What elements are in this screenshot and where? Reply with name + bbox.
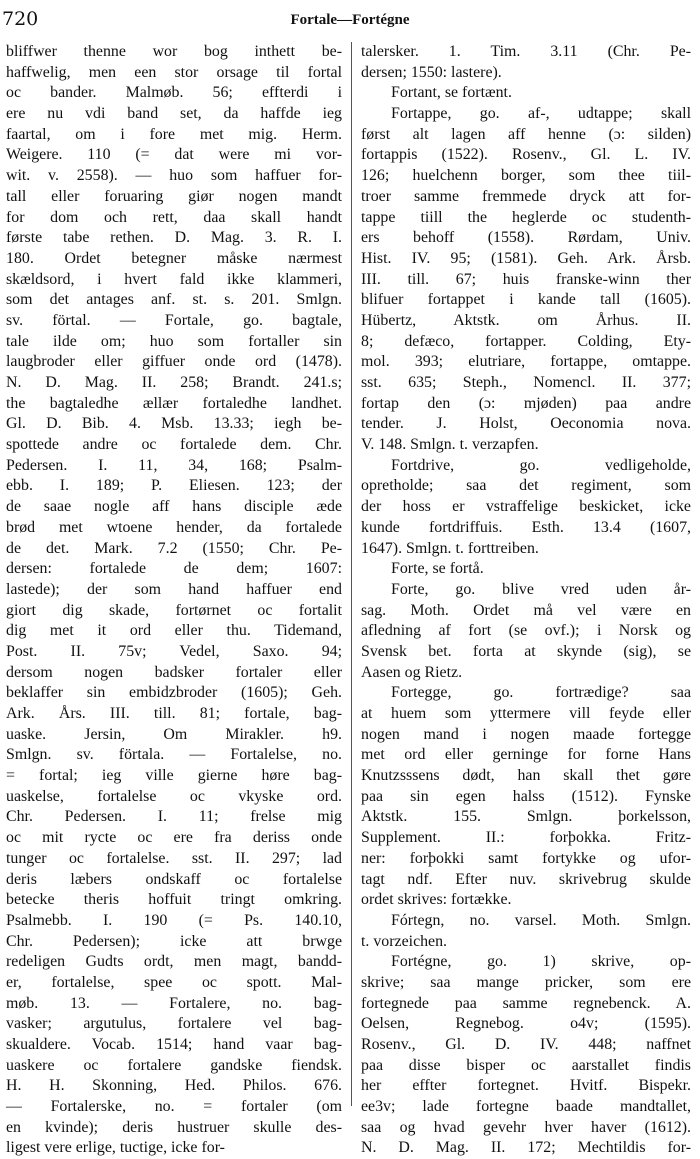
left-column-line: uaske. Jersin, Om Mirakler. h9. (6, 725, 342, 743)
left-column-line: haffwelig, men een stor orsage til fortal (6, 63, 342, 81)
right-column-line: N. D. Mag. II. 172; Mechtildis for- (361, 1139, 691, 1157)
left-column-line: for dom och rett, daa skall handt (6, 208, 342, 226)
left-column-line: skældsord, i hvert fald ikke klammeri, (6, 270, 342, 288)
right-column-line: opretholde; saa det regiment, som (361, 477, 691, 495)
left-column-line: tunger oc fortalelse. sst. II. 297; lad (6, 849, 342, 867)
right-column-line: t. vorzeichen. (361, 932, 448, 950)
right-column-line: 126; huelchenn borger, som thee tiil- (361, 167, 691, 185)
left-column-line: laugbroder eller giffuer onde ord (1478). (6, 353, 342, 371)
left-column-line: betecke theris hoffuit tringt omkring. (6, 891, 342, 909)
right-column-line: ner: forþokki samt fortykke og ufor- (361, 849, 691, 867)
right-column-line: her effter fortegnet. Hvitf. Bispekr. (361, 1077, 691, 1095)
left-column-line: Ark. Års. III. till. 81; fortale, bag- (6, 705, 342, 722)
left-column-line: lastede); der som hand haffuer end (6, 580, 342, 598)
left-column-line: uaskelse, fortalelse oc vkyske ord. (6, 787, 342, 805)
left-column-line: som det antages anf. st. s. 201. Smlgn. (6, 291, 342, 309)
left-column-line: Chr. Pedersen. I. 11; frelse mig (6, 808, 342, 826)
right-column-line: Forte, se fortå. (391, 560, 484, 578)
right-column-line: ordet skrives: fortække. (361, 891, 512, 909)
left-column-line: Pedersen. I. 11, 34, 168; Psalm- (6, 456, 342, 474)
right-column-line: 8; defæco, fortapper. Colding, Ety- (361, 332, 691, 350)
left-column-line: første tabe rethen. D. Mag. 3. R. I. (6, 229, 342, 247)
left-column-line: ebb. I. 189; P. Eliesen. 123; der (6, 477, 342, 495)
right-column-line: fortap den (ɔ: mjøden) paa andre (361, 394, 691, 412)
left-column-line: dig met it ord eller thu. Tidemand, (6, 622, 342, 640)
right-column-line: kunde fortdriffuis. Esth. 13.4 (1607, (361, 518, 691, 536)
right-column-line: talersker. 1. Tim. 3.11 (Chr. Pe- (361, 43, 691, 60)
left-column-line: sv. förtal. — Fortale, go. bagtale, (6, 311, 342, 329)
right-column-line: Svensk bet. forta at skynde (sig), se (361, 642, 691, 660)
page-header (0, 6, 700, 32)
left-column-line: oc mit rycte oc ere fra deriss onde (6, 829, 342, 847)
left-column-line: oc bander. Malmøb. 56; effterdi i (6, 84, 342, 102)
page-number: 720 (2, 8, 39, 30)
right-column-line: Fortégne, go. 1) skrive, op- (391, 953, 691, 971)
left-column-line: redeligen Gudts ordt, men magt, bandd- (6, 953, 342, 971)
left-column-line: tale ilde om; huo som fortaller sin (6, 332, 342, 350)
right-column-line: paa disse bisper oc aarstallet findis (361, 1056, 691, 1074)
left-column-line: bliffwer thenne wor bog inthett be- (6, 43, 342, 60)
right-column-line: Hübertz, Aktstk. om Århus. II. (361, 311, 691, 329)
right-column-line: blifuer fortappet i kande tall (1605). (361, 291, 691, 309)
left-column-line: Gl. D. Bib. 4. Msb. 13.33; iegh be- (6, 415, 342, 433)
left-column-line: er, fortalelse, spee oc spott. Mal- (6, 973, 342, 991)
right-column-line: troer samme fremmede dryck att for- (361, 187, 691, 205)
right-column-line: V. 148. Smlgn. t. verzapfen. (361, 436, 539, 454)
left-column-line: spottede andre oc fortalede dem. Chr. (6, 436, 342, 454)
right-column-line: Fortant, se fortænt. (391, 84, 512, 102)
running-head: Fortale—Fortégne (290, 12, 410, 28)
right-column-line: Rosenv., Gl. D. IV. 448; naffnet (361, 1036, 691, 1053)
right-column-line: der hoss er vstraffelige beskicket, icke (361, 498, 691, 516)
left-column-line: Psalmebb. I. 190 (= Ps. 140.10, (6, 911, 342, 929)
right-column-line: først alt lagen aff henne (ɔ: silden) (361, 125, 691, 143)
right-column (361, 42, 691, 1157)
left-column-line: vasker; argutulus, fortalere vel bag- (6, 1015, 342, 1033)
right-column-line: skrive; saa mange pricker, som ere (361, 973, 691, 991)
right-column-line: at huem som yttermere vill feyde eller (361, 705, 691, 722)
left-column-line: deris læbers ondskaff oc fortalelse (6, 870, 342, 888)
left-column-line: H. H. Skonning, Hed. Philos. 676. (6, 1077, 342, 1095)
right-column-line: mol. 393; elutriare, fortappe, omtappe. (361, 353, 691, 371)
right-column-line: ee3v; lade fortegne baade mandtallet, (361, 1098, 691, 1116)
left-column-line: wit. v. 2558). — huo som haffuer for- (6, 167, 342, 185)
left-column-line: en kvinde); deris hustruer skulle des- (6, 1118, 342, 1136)
left-column-line: møb. 13. — Fortalere, no. bag- (6, 994, 342, 1012)
left-column-line: brød met wtoene hender, da fortalede (6, 518, 342, 536)
right-column-line: ers behoff (1558). Rørdam, Univ. (361, 229, 691, 247)
left-column-line: — Fortalerske, no. = fortaler (om (6, 1098, 342, 1116)
left-column-line: tall eller foruaring giør nogen mandt (6, 187, 342, 205)
right-column-line: Aasen og Rietz. (361, 663, 463, 681)
left-column-line: de det. Mark. 7.2 (1550; Chr. Pe- (6, 539, 342, 557)
left-column-line: ere nu vdi band set, da haffde ieg (6, 105, 342, 123)
right-column-line: Oelsen, Regnebog. o4v; (1595). (361, 1015, 691, 1033)
left-column-line: N. D. Mag. II. 258; Brandt. 241.s; (6, 374, 342, 391)
right-column-line: Aktstk. 155. Smlgn. þorkelsson, (361, 808, 691, 826)
left-column-line: Smlgn. sv. förtala. — Fortalelse, no. (6, 746, 342, 764)
left-column-line: uaskere oc fortalere gandske fiendsk. (6, 1056, 342, 1074)
right-column-line: tagt ndf. Efter nuv. skrivebrug skulde (361, 870, 691, 888)
right-column-line: sag. Moth. Ordet må vel være en (361, 601, 691, 619)
right-column-line: fortegnede paa samme regnebenck. A. (361, 994, 691, 1012)
right-column-line: tappe tiill the heglerde oc studenth- (361, 208, 691, 226)
left-column (6, 42, 342, 1157)
left-column-line: 180. Ordet betegner måske nærmest (6, 249, 342, 267)
right-column-line: Fórtegn, no. varsel. Moth. Smlgn. (391, 911, 691, 929)
right-column-line: dersen; 1550: lastere). (361, 63, 502, 81)
left-column-line: de saae nogle aff hans disciple æde (6, 498, 342, 516)
right-column-line: Fortappe, go. af-, udtappe; skall (391, 105, 691, 123)
left-column-line: Chr. Pedersen); icke att brwge (6, 932, 342, 950)
right-column-line: nogen mand i nogen maade fortegge (361, 725, 691, 743)
left-column-line: skualdere. Vocab. 1514; hand vaar bag- (6, 1036, 342, 1053)
right-column-line: Fortdrive, go. vedligeholde, (391, 456, 691, 474)
right-column-line: saa og hvad gevehr hver haver (1612). (361, 1118, 691, 1136)
right-column-line: sst. 635; Steph., Nomencl. II. 377; (361, 374, 691, 391)
left-column-line: dersen: fortalede de dem; 1607: (6, 560, 342, 578)
left-column-line: dersom nogen badsker fortaler eller (6, 663, 342, 681)
right-column-line: met ord eller gerninge for forne Hans (361, 746, 691, 764)
left-column-line: ligest vere erlige, tuctige, icke for- (6, 1139, 225, 1157)
right-column-line: paa sin egen halss (1512). Fynske (361, 787, 691, 805)
right-column-line: 1647). Smlgn. t. forttreiben. (361, 539, 539, 557)
left-column-line: faartal, om i fore met mig. Herm. (6, 125, 342, 143)
left-column-line: Post. II. 75v; Vedel, Saxo. 94; (6, 642, 342, 660)
right-column-line: Forte, go. blive vred uden år- (391, 580, 691, 598)
left-column-line: giort dig skade, fortørnet oc fortalit (6, 601, 342, 619)
left-column-line: Weigere. 110 (= dat were mi vor- (6, 146, 342, 164)
right-column-line: Supplement. II.: forþokka. Fritz- (361, 829, 691, 847)
left-column-line: = fortal; ieg ville gierne høre bag- (6, 767, 342, 785)
right-column-line: fortappis (1522). Rosenv., Gl. L. IV. (361, 146, 691, 164)
right-column-line: afledning af fort (se ovf.); i Norsk og (361, 622, 691, 640)
right-column-line: Knutzsssens dødt, han skall thet gøre (361, 767, 691, 785)
right-column-line: tender. J. Holst, Oeconomia nova. (361, 415, 691, 433)
right-column-line: Hist. IV. 95; (1581). Geh. Ark. Årsb. (361, 249, 691, 267)
right-column-line: Fortegge, go. fortrædige? saa (391, 684, 691, 702)
column-divider (351, 42, 352, 1106)
left-column-line: beklaffer sin embidzbroder (1605); Geh. (6, 684, 342, 702)
left-column-line: the bagtaledhe ællær fortaledhe landhet. (6, 394, 342, 412)
right-column-line: III. till. 67; huis franske-winn ther (361, 270, 691, 288)
